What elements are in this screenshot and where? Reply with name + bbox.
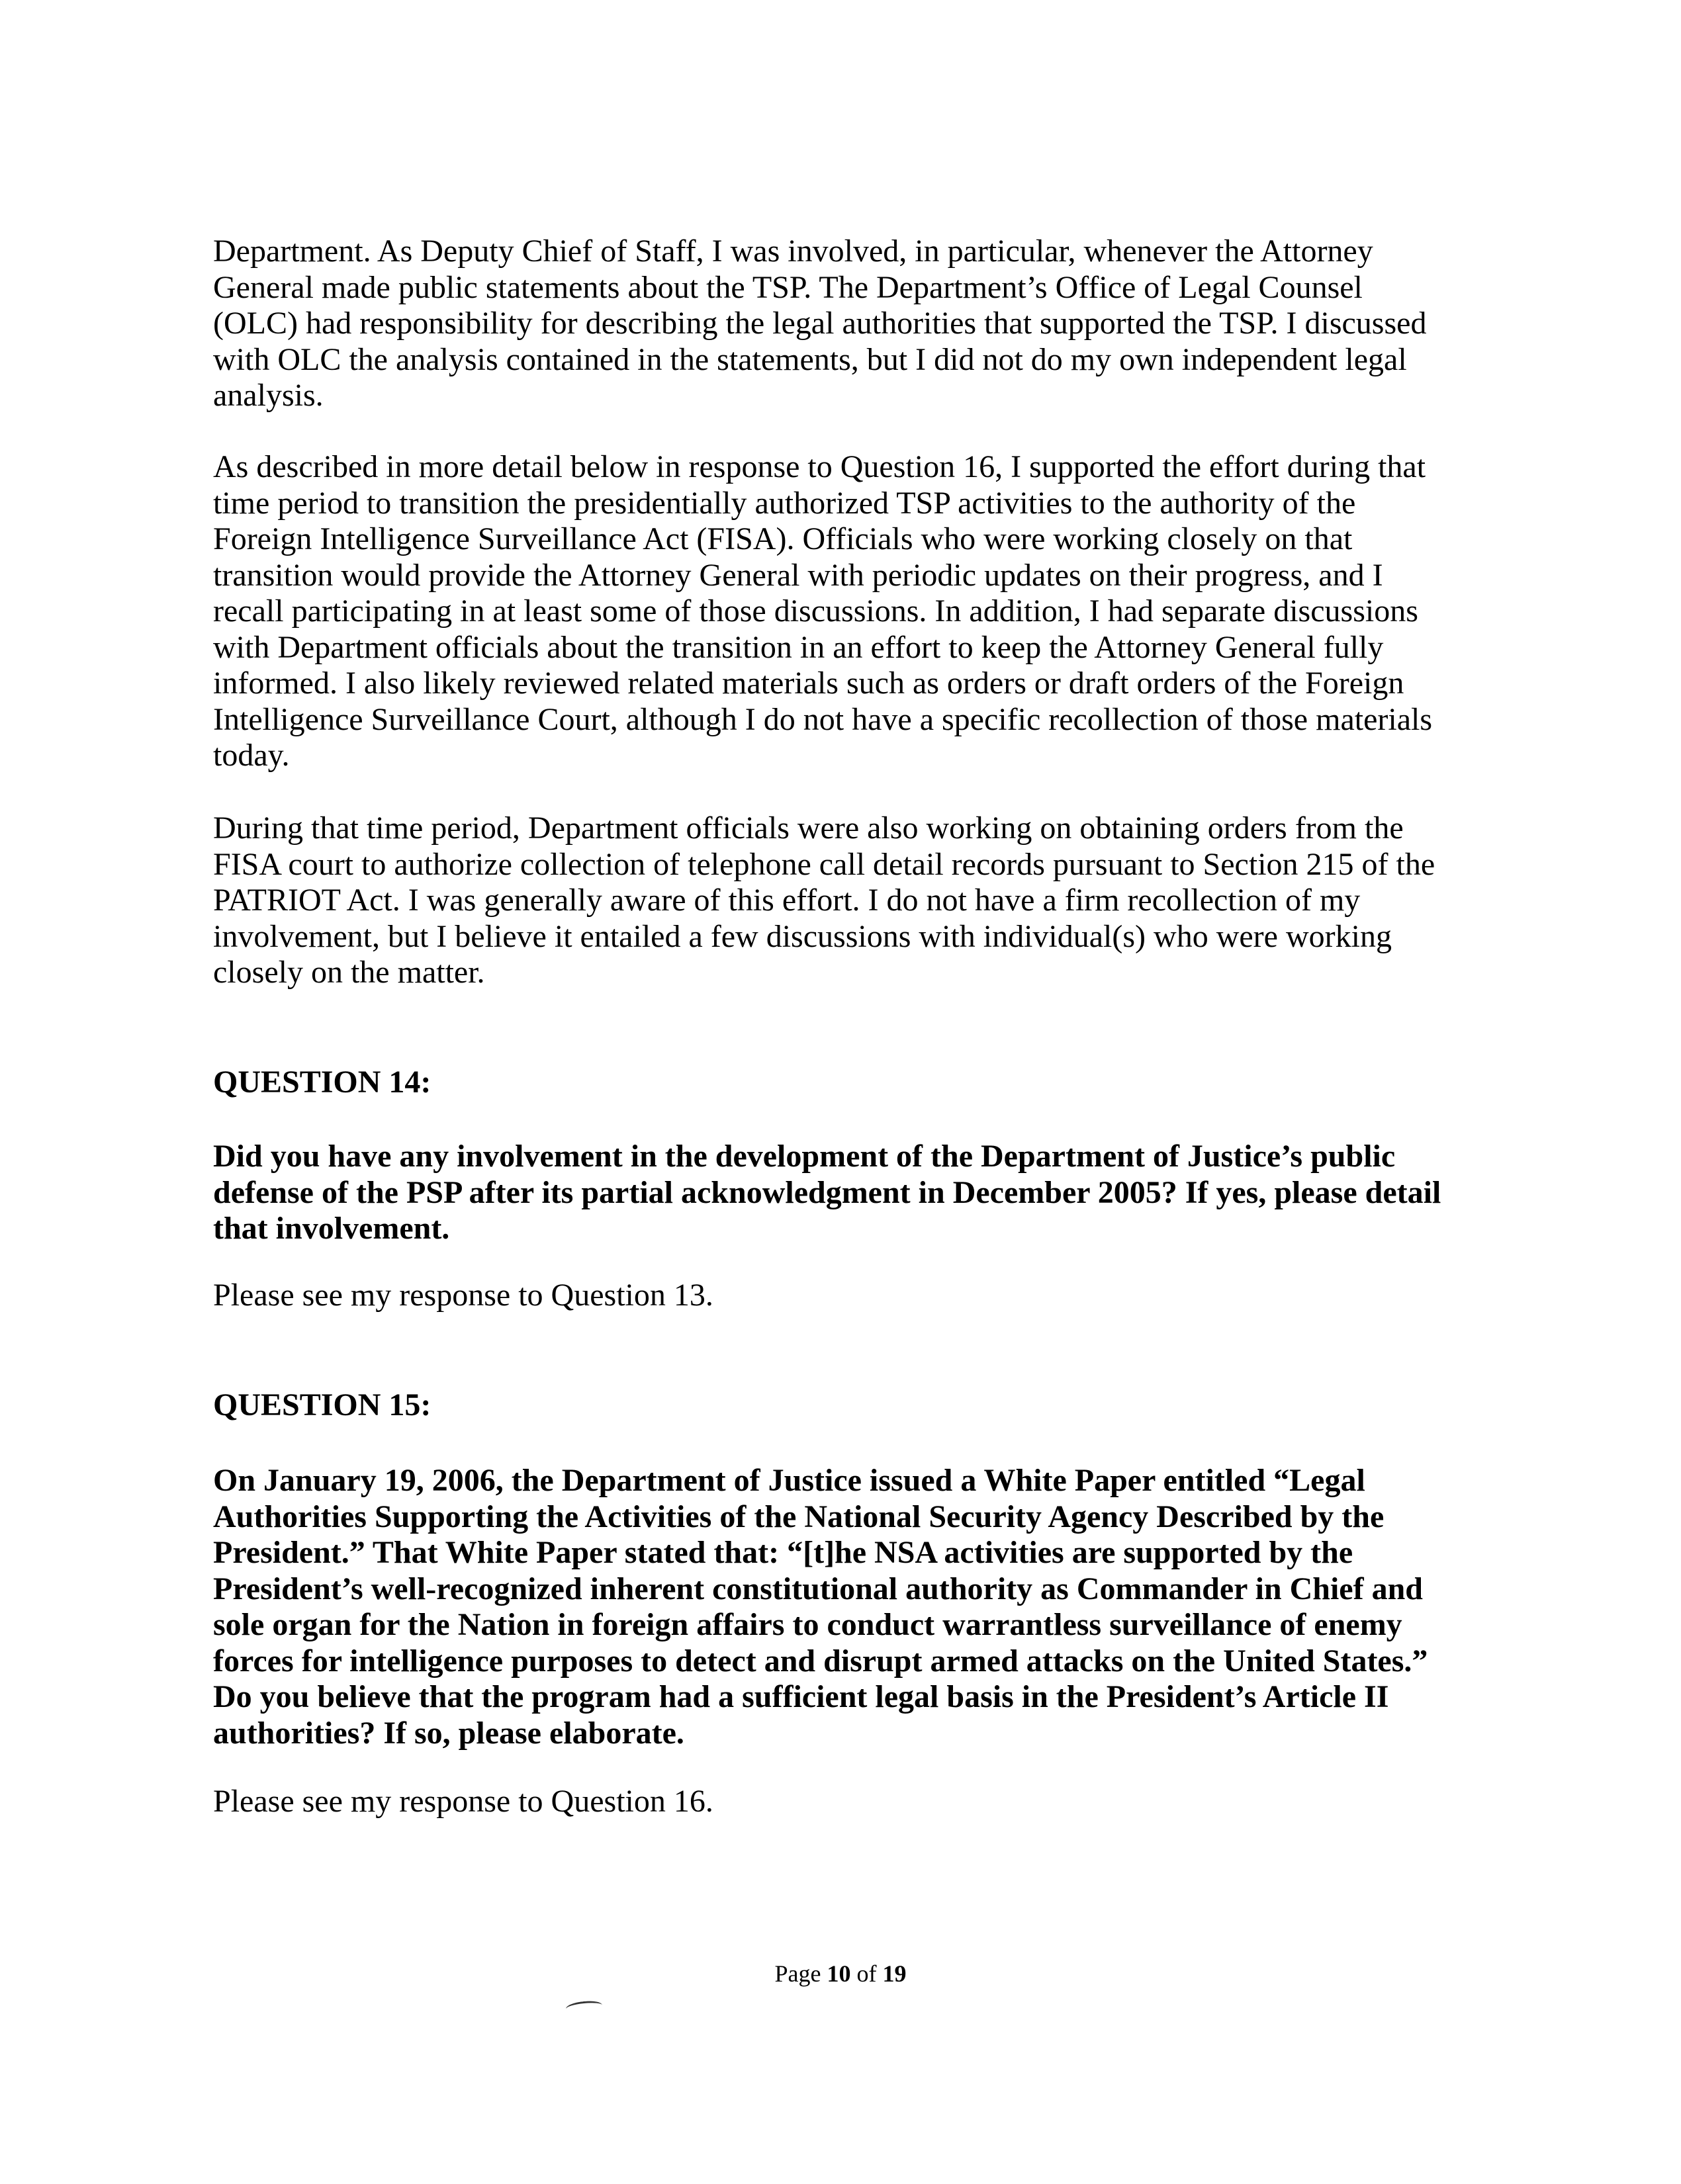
text-line: recall participating in at least some of those discussions. In addition, I had separate discussions xyxy=(213,593,1418,629)
text-line: Foreign Intelligence Surveillance Act (FISA). Officials who were working closely on that xyxy=(213,521,1353,556)
text-line: FISA court to authorize collection of telephone call detail records pursuant to Section 215 of the xyxy=(213,846,1435,882)
text-line: sole organ for the Nation in foreign affairs to conduct warrantless surveillance of enemy xyxy=(213,1607,1402,1642)
text-line: today. xyxy=(213,738,290,773)
text-line: Please see my response to Question 13. xyxy=(213,1278,713,1313)
question-14-text xyxy=(213,1139,1441,1247)
question-14-heading xyxy=(213,1065,431,1101)
text-line: authorities? If so, please elaborate. xyxy=(213,1715,684,1751)
text-line: that involvement. xyxy=(213,1211,450,1246)
text-line: with Department officials about the transition in an effort to keep the Attorney General fully xyxy=(213,629,1384,665)
text-line: During that time period, Department officials were also working on obtaining orders from the xyxy=(213,810,1404,846)
text-line: Intelligence Surveillance Court, although I do not have a specific recollection of those materials xyxy=(213,701,1433,737)
text-line: As described in more detail below in response to Question 16, I supported the effort during that xyxy=(213,449,1426,484)
text-line: Department. As Deputy Chief of Staff, I was involved, in particular, whenever the Attorney xyxy=(213,234,1373,269)
text-line: President’s well-recognized inherent constitutional authority as Commander in Chief and xyxy=(213,1571,1423,1606)
text-line: Please see my response to Question 16. xyxy=(213,1784,713,1819)
text-line: PATRIOT Act. I was generally aware of this effort. I do not have a firm recollection of my xyxy=(213,883,1361,918)
text-line: forces for intelligence purposes to detect and disrupt armed attacks on the United States.” xyxy=(213,1643,1428,1679)
text-line: Authorities Supporting the Activities of the National Security Agency Described by the xyxy=(213,1499,1385,1534)
question-15-heading xyxy=(213,1387,431,1424)
question-15-response xyxy=(213,1784,713,1820)
heading-text: QUESTION 15: xyxy=(213,1387,432,1422)
text-line: President.” That White Paper stated that: “[t]he NSA activities are supported by the xyxy=(213,1535,1353,1570)
text-line: transition would provide the Attorney General with periodic updates on their progress, and I xyxy=(213,557,1383,593)
question-14-response xyxy=(213,1278,713,1314)
text-line: General made public statements about the TSP. The Department’s Office of Legal Counsel xyxy=(213,269,1363,305)
text-line: informed. I also likely reviewed related materials such as orders or draft orders of the Foreign xyxy=(213,666,1404,701)
page-number: 10 xyxy=(827,1960,851,1987)
of-label: of xyxy=(856,1960,877,1987)
page-label: Page xyxy=(774,1960,821,1987)
text-line: involvement, but I believe it entailed a few discussions with individual(s) who were working xyxy=(213,918,1392,954)
total-pages: 19 xyxy=(882,1960,907,1987)
page-footer xyxy=(0,1960,1681,1987)
text-line: Do you believe that the program had a sufficient legal basis in the President’s Article II xyxy=(213,1679,1389,1714)
text-line: closely on the matter. xyxy=(213,955,485,990)
text-line: Did you have any involvement in the development of the Department of Justice’s public xyxy=(213,1139,1396,1174)
text-line: On January 19, 2006, the Department of Justice issued a White Paper entitled “Legal xyxy=(213,1463,1365,1498)
text-line: analysis. xyxy=(213,378,324,413)
text-line: (OLC) had responsibility for describing the legal authorities that supported the TSP. I discussed xyxy=(213,306,1427,341)
question-15-text xyxy=(213,1463,1428,1751)
text-line: defense of the PSP after its partial acknowledgment in December 2005? If yes, please detail xyxy=(213,1174,1441,1210)
heading-text: QUESTION 14: xyxy=(213,1065,432,1100)
paragraph-3 xyxy=(213,810,1435,991)
text-line: time period to transition the presidentially authorized TSP activities to the authority of the xyxy=(213,485,1356,521)
paragraph-2 xyxy=(213,449,1432,774)
pen-mark xyxy=(565,1999,602,2015)
paragraph-1 xyxy=(213,234,1426,414)
text-line: with OLC the analysis contained in the statements, but I did not do my own independent legal xyxy=(213,341,1407,377)
